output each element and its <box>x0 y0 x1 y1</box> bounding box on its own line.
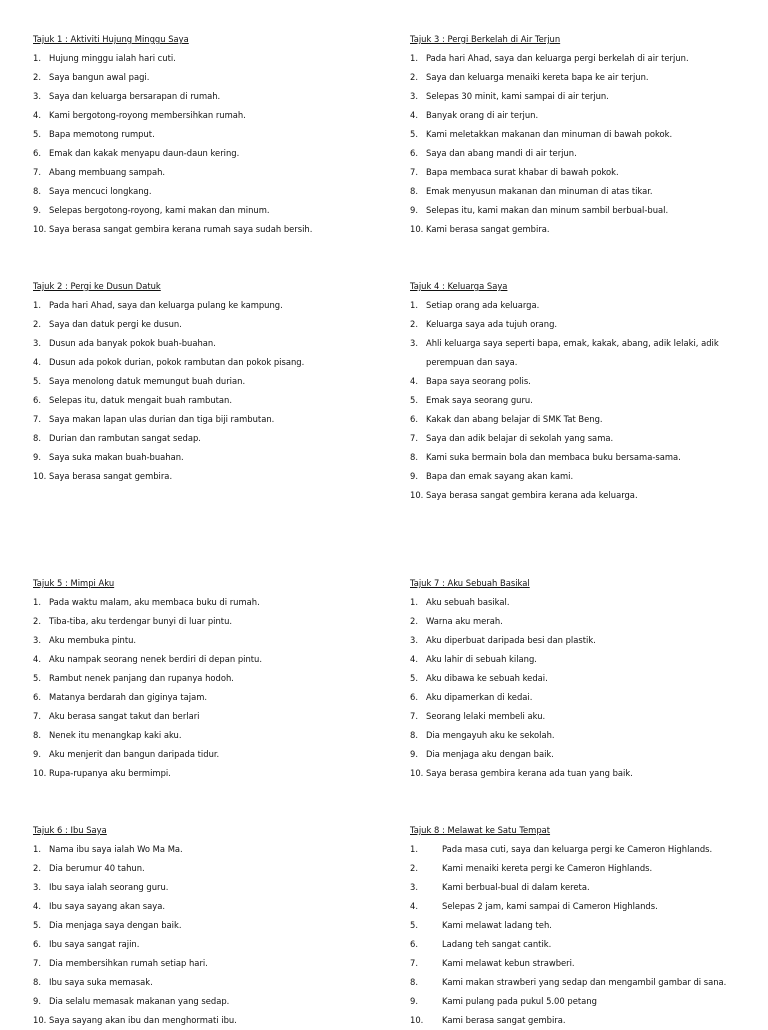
list-item <box>410 315 750 334</box>
list-item <box>33 391 373 410</box>
list-item-number: 8. <box>33 977 41 987</box>
list-item <box>33 334 373 353</box>
list-item-text: Saya dan keluarga menaiki kereta bapa ke air terjun. <box>426 72 649 82</box>
list-item <box>33 745 373 764</box>
list-item-number: 9. <box>410 205 418 215</box>
list-item <box>33 669 373 688</box>
list-item-text: Aku dipamerkan di kedai. <box>426 692 533 702</box>
list-item-text: Banyak orang di air terjun. <box>426 110 539 120</box>
list-item <box>33 1011 373 1030</box>
list-item <box>410 391 750 410</box>
numbered-list <box>33 593 373 783</box>
list-item-text: Ibu saya sangat rajin. <box>49 939 140 949</box>
list-item <box>410 106 750 125</box>
list-item-text: Ibu saya suka memasak. <box>49 977 153 987</box>
list-item-number: 2. <box>33 616 41 626</box>
list-item-text: Aku berasa sangat takut dan berlari <box>49 711 200 721</box>
list-item-number: 10. <box>33 224 47 234</box>
list-item-text: Kami meletakkan makanan dan minuman di bawah pokok. <box>426 129 673 139</box>
list-item-text: Ahli keluarga saya seperti bapa, emak, kakak, abang, adik lelaki, adik perempuan dan saya. <box>426 338 719 367</box>
list-item <box>410 631 750 650</box>
list-item-text: Dia membersihkan rumah setiap hari. <box>49 958 208 968</box>
section-title: Tajuk 8 : Melawat ke Satu Tempat <box>410 825 551 835</box>
list-item-text: Aku sebuah basikal. <box>426 597 510 607</box>
list-item <box>33 68 373 87</box>
list-item-text: Selepas 2 jam, kami sampai di Cameron Highlands. <box>442 901 658 911</box>
list-item-text: Pada masa cuti, saya dan keluarga pergi ke Cameron Highlands. <box>442 844 713 854</box>
list-item <box>410 954 750 973</box>
list-item <box>33 372 373 391</box>
list-item-text: Ladang teh sangat cantik. <box>442 939 552 949</box>
list-item-text: Emak saya seorang guru. <box>426 395 533 405</box>
list-item <box>410 467 750 486</box>
list-item-number: 6. <box>33 395 41 405</box>
list-item-number: 1. <box>33 300 41 310</box>
list-item-number: 9. <box>33 452 41 462</box>
list-item-number: 7. <box>33 958 41 968</box>
list-item-number: 6. <box>33 148 41 158</box>
list-item <box>33 410 373 429</box>
list-item-text: Aku menjerit dan bangun daripada tidur. <box>49 749 220 759</box>
list-item-number: 5. <box>410 129 418 139</box>
list-item-text: Saya dan datuk pergi ke dusun. <box>49 319 182 329</box>
list-item-text: Kami menaiki kereta pergi ke Cameron Highlands. <box>442 863 653 873</box>
list-item <box>410 878 750 897</box>
list-item <box>410 688 750 707</box>
list-item-number: 10. <box>410 1015 424 1025</box>
section-title: Tajuk 4 : Keluarga Saya <box>410 281 508 291</box>
list-item-number: 8. <box>410 977 418 987</box>
list-item <box>33 315 373 334</box>
list-item-number: 1. <box>410 53 418 63</box>
numbered-list <box>410 840 750 1030</box>
list-item <box>410 296 750 315</box>
list-item-number: 1. <box>33 844 41 854</box>
list-item-text: Rupa-rupanya aku bermimpi. <box>49 768 171 778</box>
list-item-number: 3. <box>33 635 41 645</box>
list-item-number: 5. <box>410 395 418 405</box>
list-item-number: 10. <box>410 224 424 234</box>
list-item-text: Pada waktu malam, aku membaca buku di rumah. <box>49 597 260 607</box>
list-item <box>410 669 750 688</box>
list-item-number: 7. <box>410 711 418 721</box>
list-item-number: 10. <box>33 1015 47 1025</box>
list-item-number: 3. <box>410 882 418 892</box>
list-item-text: Aku lahir di sebuah kilang. <box>426 654 537 664</box>
list-item-number: 8. <box>410 452 418 462</box>
list-item-text: Emak menyusun makanan dan minuman di atas tikar. <box>426 186 653 196</box>
list-item-text: Selepas 30 minit, kami sampai di air terjun. <box>426 91 609 101</box>
list-item <box>410 1011 750 1030</box>
list-item-text: Keluarga saya ada tujuh orang. <box>426 319 558 329</box>
list-item-number: 3. <box>33 882 41 892</box>
section-tajuk-6 <box>33 821 373 1030</box>
section-title: Tajuk 2 : Pergi ke Dusun Datuk <box>33 281 161 291</box>
list-item-number: 7. <box>410 433 418 443</box>
list-item-number: 4. <box>410 376 418 386</box>
list-item-text: Saya berasa sangat gembira kerana rumah saya sudah bersih. <box>49 224 313 234</box>
list-item-text: Aku diperbuat daripada besi dan plastik. <box>426 635 596 645</box>
section-title: Tajuk 7 : Aku Sebuah Basikal <box>410 578 530 588</box>
numbered-list <box>33 296 373 486</box>
list-item-number: 7. <box>33 711 41 721</box>
list-item <box>410 992 750 1011</box>
list-item <box>33 163 373 182</box>
section-tajuk-1 <box>33 30 373 239</box>
numbered-list <box>410 49 750 239</box>
list-item-text: Rambut nenek panjang dan rupanya hodoh. <box>49 673 234 683</box>
list-item-text: Matanya berdarah dan giginya tajam. <box>49 692 208 702</box>
list-item <box>410 410 750 429</box>
list-item-number: 6. <box>410 692 418 702</box>
list-item-text: Kami bergotong-royong membersihkan rumah. <box>49 110 246 120</box>
list-item-number: 10. <box>410 768 424 778</box>
list-item-text: Ibu saya ialah seorang guru. <box>49 882 169 892</box>
list-item <box>410 486 750 505</box>
list-item <box>410 220 750 239</box>
list-item-number: 4. <box>33 357 41 367</box>
list-item-number: 6. <box>410 939 418 949</box>
list-item-number: 9. <box>33 749 41 759</box>
list-item-text: Abang membuang sampah. <box>49 167 166 177</box>
list-item <box>33 631 373 650</box>
list-item-text: Dia menjaga aku dengan baik. <box>426 749 554 759</box>
list-item <box>410 429 750 448</box>
numbered-list <box>33 49 373 239</box>
list-item <box>410 593 750 612</box>
list-item <box>33 220 373 239</box>
list-item-number: 1. <box>33 53 41 63</box>
list-item <box>33 182 373 201</box>
list-item-number: 6. <box>33 692 41 702</box>
list-item-number: 10. <box>33 471 47 481</box>
list-item <box>33 612 373 631</box>
list-item-number: 8. <box>33 186 41 196</box>
list-item <box>410 68 750 87</box>
list-item-number: 2. <box>410 863 418 873</box>
list-item-number: 6. <box>410 414 418 424</box>
list-item <box>33 467 373 486</box>
list-item-number: 7. <box>410 167 418 177</box>
list-item <box>33 764 373 783</box>
list-item-number: 2. <box>410 616 418 626</box>
list-item <box>33 353 373 372</box>
list-item-number: 2. <box>33 72 41 82</box>
list-item-number: 4. <box>33 654 41 664</box>
list-item-text: Bapa memotong rumput. <box>49 129 155 139</box>
list-item-text: Selepas itu, datuk mengait buah rambutan. <box>49 395 233 405</box>
list-item-text: Emak dan kakak menyapu daun-daun kering. <box>49 148 240 158</box>
list-item <box>410 726 750 745</box>
list-item <box>33 897 373 916</box>
numbered-list <box>410 296 750 505</box>
section-tajuk-4 <box>410 277 750 505</box>
list-item <box>410 897 750 916</box>
list-item-number: 5. <box>33 920 41 930</box>
list-item <box>33 650 373 669</box>
list-item-number: 10. <box>410 490 424 500</box>
list-item <box>33 448 373 467</box>
list-item-number: 6. <box>410 148 418 158</box>
list-item-number: 2. <box>410 319 418 329</box>
list-item-number: 8. <box>410 730 418 740</box>
list-item-text: Saya mencuci longkang. <box>49 186 152 196</box>
list-item-number: 9. <box>410 996 418 1006</box>
list-item-number: 3. <box>33 91 41 101</box>
list-item <box>410 201 750 220</box>
list-item-number: 5. <box>410 673 418 683</box>
list-item-text: Aku nampak seorang nenek berdiri di depan pintu. <box>49 654 263 664</box>
section-title: Tajuk 5 : Mimpi Aku <box>33 578 115 588</box>
list-item <box>33 49 373 68</box>
list-item <box>410 973 750 992</box>
list-item-number: 4. <box>410 110 418 120</box>
list-item-number: 8. <box>410 186 418 196</box>
list-item-number: 1. <box>33 597 41 607</box>
list-item <box>410 87 750 106</box>
list-item-number: 5. <box>33 376 41 386</box>
list-item-text: Pada hari Ahad, saya dan keluarga pergi berkelah di air terjun. <box>426 53 689 63</box>
list-item-text: Saya dan adik belajar di sekolah yang sama. <box>426 433 614 443</box>
list-item-text: Saya berasa gembira kerana ada tuan yang baik. <box>426 768 633 778</box>
list-item-number: 1. <box>410 300 418 310</box>
list-item-number: 5. <box>33 129 41 139</box>
list-item-number: 8. <box>33 730 41 740</box>
section-title: Tajuk 1 : Aktiviti Hujung Minggu Saya <box>33 34 189 44</box>
list-item <box>33 916 373 935</box>
list-item-text: Nenek itu menangkap kaki aku. <box>49 730 182 740</box>
section-tajuk-5 <box>33 574 373 783</box>
list-item-number: 1. <box>410 597 418 607</box>
section-tajuk-7 <box>410 574 750 783</box>
list-item-text: Saya berasa sangat gembira. <box>49 471 173 481</box>
section-tajuk-8 <box>410 821 750 1030</box>
list-item-text: Pada hari Ahad, saya dan keluarga pulang ke kampung. <box>49 300 283 310</box>
list-item <box>33 840 373 859</box>
list-item-number: 1. <box>410 844 418 854</box>
list-item-number: 3. <box>410 338 418 348</box>
list-item <box>410 707 750 726</box>
list-item-number: 4. <box>33 901 41 911</box>
list-item <box>410 448 750 467</box>
list-item-number: 6. <box>33 939 41 949</box>
list-item <box>33 429 373 448</box>
list-item-text: Saya sayang akan ibu dan menghormati ibu. <box>49 1015 237 1025</box>
list-item <box>33 973 373 992</box>
list-item-text: Saya bangun awal pagi. <box>49 72 150 82</box>
list-item-number: 9. <box>33 205 41 215</box>
list-item <box>33 954 373 973</box>
list-item-number: 7. <box>33 414 41 424</box>
list-item <box>33 125 373 144</box>
list-item <box>33 688 373 707</box>
list-item-text: Kami pulang pada pukul 5.00 petang <box>442 996 597 1006</box>
list-item <box>410 334 750 372</box>
list-item <box>33 726 373 745</box>
list-item-number: 9. <box>410 749 418 759</box>
list-item-text: Kami melawat ladang teh. <box>442 920 552 930</box>
list-item <box>410 612 750 631</box>
list-item-text: Seorang lelaki membeli aku. <box>426 711 546 721</box>
list-item-text: Bapa dan emak sayang akan kami. <box>426 471 574 481</box>
list-item <box>410 144 750 163</box>
list-item-text: Dia selalu memasak makanan yang sedap. <box>49 996 230 1006</box>
list-item <box>33 144 373 163</box>
list-item-number: 3. <box>410 91 418 101</box>
list-item <box>410 163 750 182</box>
list-item-text: Dia berumur 40 tahun. <box>49 863 145 873</box>
list-item <box>33 296 373 315</box>
list-item <box>33 106 373 125</box>
list-item <box>33 87 373 106</box>
list-item-number: 8. <box>33 433 41 443</box>
list-item-number: 2. <box>33 863 41 873</box>
list-item-number: 4. <box>33 110 41 120</box>
list-item <box>33 707 373 726</box>
list-item-text: Durian dan rambutan sangat sedap. <box>49 433 201 443</box>
list-item-text: Kami suka bermain bola dan membaca buku bersama-sama. <box>426 452 681 462</box>
list-item-text: Setiap orang ada keluarga. <box>426 300 540 310</box>
list-item-number: 2. <box>410 72 418 82</box>
list-item <box>33 992 373 1011</box>
list-item <box>410 650 750 669</box>
list-item-number: 4. <box>410 654 418 664</box>
list-item-text: Saya menolong datuk memungut buah durian. <box>49 376 246 386</box>
list-item-text: Kami berbual-bual di dalam kereta. <box>442 882 590 892</box>
list-item-number: 9. <box>410 471 418 481</box>
list-item-text: Saya berasa sangat gembira kerana ada keluarga. <box>426 490 638 500</box>
section-tajuk-3 <box>410 30 750 239</box>
list-item <box>410 745 750 764</box>
list-item <box>410 372 750 391</box>
numbered-list <box>410 593 750 783</box>
list-item-text: Kami berasa sangat gembira. <box>442 1015 566 1025</box>
list-item-text: Ibu saya sayang akan saya. <box>49 901 166 911</box>
list-item-text: Dia mengayuh aku ke sekolah. <box>426 730 555 740</box>
list-item <box>410 125 750 144</box>
list-item-text: Kakak dan abang belajar di SMK Tat Beng. <box>426 414 603 424</box>
list-item-number: 9. <box>33 996 41 1006</box>
list-item-text: Saya suka makan buah-buahan. <box>49 452 184 462</box>
list-item-text: Dia menjaga saya dengan baik. <box>49 920 182 930</box>
list-item-text: Dusun ada banyak pokok buah-buahan. <box>49 338 216 348</box>
list-item-text: Kami makan strawberi yang sedap dan mengambil gambar di sana. <box>442 977 727 987</box>
list-item <box>33 593 373 612</box>
list-item-text: Nama ibu saya ialah Wo Ma Ma. <box>49 844 183 854</box>
list-item-text: Warna aku merah. <box>426 616 503 626</box>
list-item <box>410 859 750 878</box>
section-title: Tajuk 3 : Pergi Berkelah di Air Terjun <box>410 34 561 44</box>
list-item-number: 3. <box>33 338 41 348</box>
list-item-text: Hujung minggu ialah hari cuti. <box>49 53 176 63</box>
list-item-text: Saya makan lapan ulas durian dan tiga biji rambutan. <box>49 414 275 424</box>
list-item-text: Kami berasa sangat gembira. <box>426 224 550 234</box>
list-item <box>410 840 750 859</box>
list-item-text: Tiba-tiba, aku terdengar bunyi di luar pintu. <box>49 616 233 626</box>
list-item <box>33 878 373 897</box>
list-item <box>33 935 373 954</box>
list-item-text: Dusun ada pokok durian, pokok rambutan dan pokok pisang. <box>49 357 305 367</box>
list-item-text: Saya dan keluarga bersarapan di rumah. <box>49 91 221 101</box>
list-item-text: Selepas bergotong-royong, kami makan dan minum. <box>49 205 270 215</box>
list-item-number: 7. <box>410 958 418 968</box>
numbered-list <box>33 840 373 1030</box>
section-tajuk-2 <box>33 277 373 486</box>
list-item-text: Bapa membaca surat khabar di bawah pokok. <box>426 167 619 177</box>
list-item <box>33 859 373 878</box>
list-item-text: Saya dan abang mandi di air terjun. <box>426 148 577 158</box>
list-item-number: 5. <box>33 673 41 683</box>
list-item <box>33 201 373 220</box>
list-item-number: 3. <box>410 635 418 645</box>
list-item <box>410 916 750 935</box>
list-item <box>410 764 750 783</box>
list-item-text: Kami melawat kebun strawberi. <box>442 958 575 968</box>
list-item-number: 10. <box>33 768 47 778</box>
section-title: Tajuk 6 : Ibu Saya <box>33 825 107 835</box>
list-item-number: 7. <box>33 167 41 177</box>
list-item-text: Selepas itu, kami makan dan minum sambil berbual-bual. <box>426 205 669 215</box>
list-item-number: 4. <box>410 901 418 911</box>
list-item-number: 5. <box>410 920 418 930</box>
list-item <box>410 935 750 954</box>
list-item <box>410 182 750 201</box>
list-item-text: Aku dibawa ke sebuah kedai. <box>426 673 548 683</box>
list-item-text: Bapa saya seorang polis. <box>426 376 531 386</box>
list-item-number: 2. <box>33 319 41 329</box>
list-item-text: Aku membuka pintu. <box>49 635 137 645</box>
list-item <box>410 49 750 68</box>
